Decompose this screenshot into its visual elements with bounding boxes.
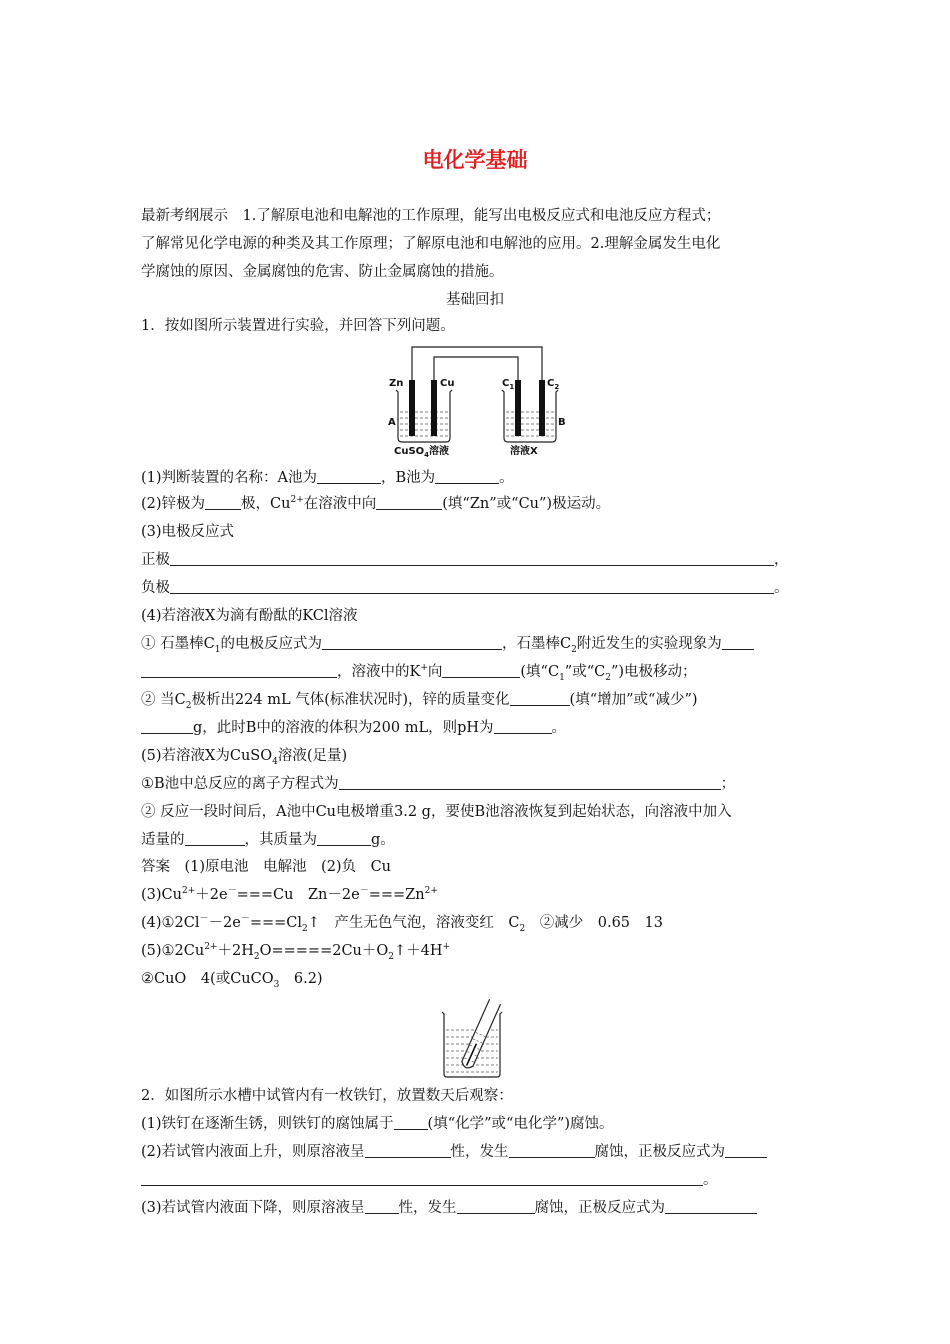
exam-outline-line-2: 了解常见化学电源的种类及其工作原理；了解原电池和电解池的应用。2.理解金属发生电化 xyxy=(141,236,721,252)
blank-zn-mass[interactable] xyxy=(141,719,193,734)
blank-acidity-rise[interactable] xyxy=(365,1143,451,1158)
blank-negative-electrode[interactable] xyxy=(170,579,774,594)
c1-electrode-label: $C_1$ xyxy=(502,378,515,391)
q1-part-4: (4)若溶液X为滴有酚酞的KCl溶液 xyxy=(141,608,358,624)
blank-c2-phenomenon-b[interactable] xyxy=(141,663,337,678)
blank-k-direction[interactable] xyxy=(442,663,520,678)
blank-cu-direction[interactable] xyxy=(376,495,442,510)
answer-line-5: ②CuO 4(或CuCO$_3$ 6.2) xyxy=(141,971,323,990)
q2-part-3: (3)若试管内液面下降，则原溶液呈 性，发生 腐蚀，正极反应式为 xyxy=(141,1199,757,1217)
answer-line-3: $(4)①2Cl^--2e^-===Cl_2↑$ 产生无色气泡，溶液变红 $C_2$ ②减少 0.65 13 xyxy=(141,914,663,934)
cell-a-label: A xyxy=(388,417,396,428)
answer-line-2: $(3)Cu^{2+}+2e^-===Cu$ $Zn-2e^-===Zn^{2+}$ xyxy=(141,886,438,903)
blank-c2-phenomenon-a[interactable] xyxy=(722,635,754,650)
c2-electrode-label: $C_2$ xyxy=(547,378,560,391)
q2-part-2: (2)若试管内液面上升，则原溶液呈 性，发生 腐蚀，正极反应式为 xyxy=(141,1143,767,1161)
q1-part-4-1: ① 石墨棒$C_1$的电极反应式为 ，石墨棒$C_2$附近发生的实验现象为 xyxy=(141,635,754,653)
blank-corrosion-rise[interactable] xyxy=(509,1143,595,1158)
blank-cell-b[interactable] xyxy=(435,469,499,484)
answer-line-1: 答案 (1)原电池 电解池 (2)负 Cu xyxy=(141,859,392,875)
q1-part-3: (3)电极反应式 xyxy=(141,524,235,540)
q1-part-2: (2)锌极为 极，$Cu^{2+}$在溶液中向 (填“Zn”或“Cu”)极运动。 xyxy=(141,495,611,512)
q1-part-5-2: ② 反应一段时间后，A池中Cu电极增重3.2 g，要使B池溶液恢复到起始状态，向溶液中加入 xyxy=(141,804,732,820)
blank-acidity-fall[interactable] xyxy=(365,1199,399,1214)
blank-cathode-rise-b[interactable] xyxy=(141,1171,703,1186)
blank-zn-mass-change[interactable] xyxy=(510,691,570,706)
solution-x-label: 溶液X xyxy=(510,446,538,457)
blank-zn-pole[interactable] xyxy=(205,495,241,510)
q1-part-5: (5)若溶液X为CuSO$_4$溶液(足量) xyxy=(141,748,348,767)
electrochemical-cells-figure xyxy=(384,342,574,460)
blank-corrosion-type[interactable] xyxy=(394,1115,428,1130)
q1-part-4-2b: g，此时B中的溶液的体积为200 mL，则pH为 。 xyxy=(141,719,566,737)
blank-corrosion-fall[interactable] xyxy=(457,1199,535,1214)
section-heading: 基础回扣 xyxy=(446,292,504,308)
cu-electrode-label: Cu xyxy=(440,378,455,389)
q1-part-4-1b: ，溶液中的K+向 (填“$C_1$”或“$C_2$”)电极移动； xyxy=(141,663,697,681)
blank-cathode-rise-a[interactable] xyxy=(725,1143,767,1158)
beaker-test-tube-figure xyxy=(434,996,514,1080)
blank-cell-a[interactable] xyxy=(317,469,381,484)
cuso4-solution-label: CuSO$_4$溶液 xyxy=(394,446,450,459)
q1-negative-electrode: 负极 。 xyxy=(141,580,789,596)
answer-line-4: $(5)①2Cu^{2+}+2H_2O=====2Cu+O_2↑+4H^+$ xyxy=(141,942,451,962)
exam-outline-line-3: 学腐蚀的原因、金属腐蚀的危害、防止金属腐蚀的措施。 xyxy=(141,264,504,280)
blank-c1-reaction[interactable] xyxy=(322,635,502,650)
exam-outline-line-1: 最新考纲展示 1.了解原电池和电解池的工作原理，能写出电极反应式和电池反应方程式； xyxy=(141,208,721,224)
blank-substance[interactable] xyxy=(185,831,245,846)
blank-ionic-equation[interactable] xyxy=(339,775,721,790)
q2-part-1: (1)铁钉在逐渐生锈，则铁钉的腐蚀属于 (填“化学”或“电化学”)腐蚀。 xyxy=(141,1116,614,1132)
q1-part-4-2: ② 当$C_2$极析出224 mL 气体(标准状况时)，锌的质量变化 (填“增加”或“减少”) xyxy=(141,692,698,711)
question-2-stem: 2．如图所示水槽中试管内有一枚铁钉，放置数天后观察： xyxy=(141,1088,513,1104)
zn-electrode-label: Zn xyxy=(389,378,404,389)
q1-part-5-2b: 适量的 ，其质量为 g。 xyxy=(141,832,395,848)
q2-part-2b: 。 xyxy=(141,1171,718,1189)
blank-cathode-fall[interactable] xyxy=(665,1199,757,1214)
blank-positive-electrode[interactable] xyxy=(170,551,774,566)
blank-substance-mass[interactable] xyxy=(317,831,371,846)
page-title: 电化学基础 xyxy=(422,148,528,172)
q1-part-5-1: ①B池中总反应的离子方程式为 ； xyxy=(141,776,736,792)
question-1-stem: 1．按如图所示装置进行实验，并回答下列问题。 xyxy=(141,318,455,334)
blank-ph[interactable] xyxy=(494,719,552,734)
q1-part-1: (1)判断装置的名称：A池为 ，B池为 。 xyxy=(141,470,514,486)
cell-b-label: B xyxy=(558,417,566,428)
q1-positive-electrode: 正极 ， xyxy=(141,552,789,568)
